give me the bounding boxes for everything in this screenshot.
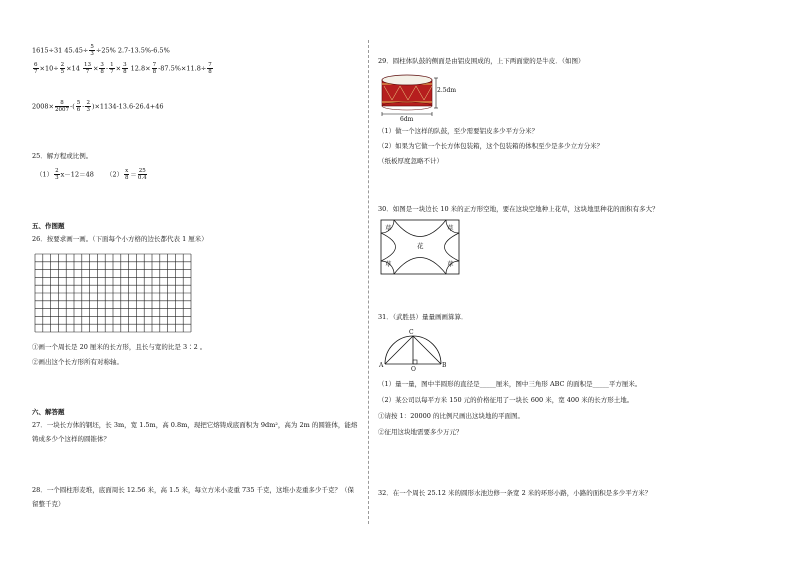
q26-text: 26．按要求画一画。（下面每个小方格的边长都代表 1 厘米） — [32, 235, 208, 243]
fraction: $\frac{5}{3}$ — [90, 44, 94, 57]
drum-width-label: 6dm — [400, 116, 414, 123]
q24-line3: 2008× $\frac{8}{2007}$ -( $\frac{5}{6}$ - $\frac{2}{3}$ )×1134-13.6-26.4+46 — [32, 100, 164, 113]
grass-label-bottom-right: 草 — [447, 260, 454, 268]
q31-title: 31．（武胜县）量量画画算算． — [378, 313, 468, 321]
q27-line1: 27．一块长方体的钢坯，长 3m，宽 1.5m，高 0.8m，现把它熔铸成底面积为 9dm²，高为 2m 的圆锥体，能熔 — [32, 421, 358, 429]
q31-sub2: （2）某公司以每平方米 150 元的价格征用了一块长 600 米，宽 400 米的长方形土地。 — [378, 396, 634, 404]
q26-sub2: ②画出这个长方形所有对称轴。 — [32, 358, 123, 366]
q24-line2: $\frac{6}{7}$ ×10÷ $\frac{2}{5}$ ×14 $\frac{13}{7}$ × $\frac{3}{8}$ - $\frac{1}{7}$ × $\frac{3}{8}$ 12.8× $\frac{7}{8}$ -87.5%×11.8÷ $\frac{7}{8}$ — [34, 62, 212, 75]
q25-title: 25．解方程或比例。 — [32, 152, 93, 160]
q25-equation-1: （1） $\frac{2}{3}$ x－12＝48 — [36, 168, 94, 181]
point-a-label: A — [379, 362, 384, 369]
q30-title: 30．如图是一块边长 10 米的正方形空地，要在这块空地种上花草，这块地里种花的面积有多大？ — [378, 205, 659, 213]
grass-label-top-right: 草 — [447, 224, 454, 232]
q31-sub1: （1）量一量，图中半圆形的直径是_____厘米，图中三角形 ABC 的面积是_____平方厘米。 — [378, 380, 642, 388]
drum-figure — [380, 72, 450, 122]
drum-height-label: 2.5dm — [437, 87, 457, 94]
point-o-label: O — [411, 366, 416, 373]
q31-sub4: ②征用这块地需要多少万元？ — [378, 428, 463, 436]
grass-label-bottom-left: 草 — [385, 260, 392, 268]
q32-title: 32．在一个周长 25.12 米的圆形水池边修一条宽 2 米的环形小路，小路的面积是多少平方米？ — [378, 489, 652, 497]
q26-sub1: ①画一个周长是 20 厘米的长方形，且长与宽的比是 3∶2 。 — [32, 343, 207, 351]
q29-sub1: （1）做一个这样的队鼓，至少需要铝皮多少平方分米？ — [378, 127, 539, 135]
column-divider — [368, 40, 369, 524]
point-c-label: C — [409, 329, 414, 336]
q27-line2: 铸成多少个这样的圆锥体？ — [32, 435, 110, 443]
q29-title: 29．圆柱体队鼓的侧面是由铝皮围成的，上下两面蒙的是牛皮．（如图） — [378, 57, 585, 65]
semicircle-triangle-figure — [382, 328, 448, 370]
q25-equation-2: （2） $\frac{x}{8}$ ＝ $\frac{25}{0.4}$ — [106, 168, 147, 181]
grass-label-top-left: 草 — [385, 224, 392, 232]
square-grid — [34, 253, 194, 335]
q29-sub3: （纸板厚度忽略不计） — [378, 157, 443, 165]
flower-label: 花 — [417, 242, 424, 250]
q28-line1: 28．一个圆柱形麦堆，底面周长 12.56 米，高 1.5 米，每立方米小麦重 735 千克，这堆小麦重多少千克？（保 — [32, 486, 355, 494]
q28-line2: 留整千克） — [32, 500, 65, 508]
section6-title: 六、解答题 — [32, 408, 65, 416]
q31-sub3: ①请按 1：20000 的比例尺画出这块地的平面图。 — [378, 412, 524, 420]
section5-title: 五、作图题 — [32, 222, 65, 230]
q24-line1: 1615÷31 45.45÷ $\frac{5}{3}$ ÷25% 2.7-13.5%-6.5% — [32, 44, 170, 57]
q29-sub2: （2）如果为它做一个长方体包装箱，这个包装箱的体积至少是多少立方分米？ — [378, 142, 604, 150]
point-b-label: B — [442, 362, 447, 369]
